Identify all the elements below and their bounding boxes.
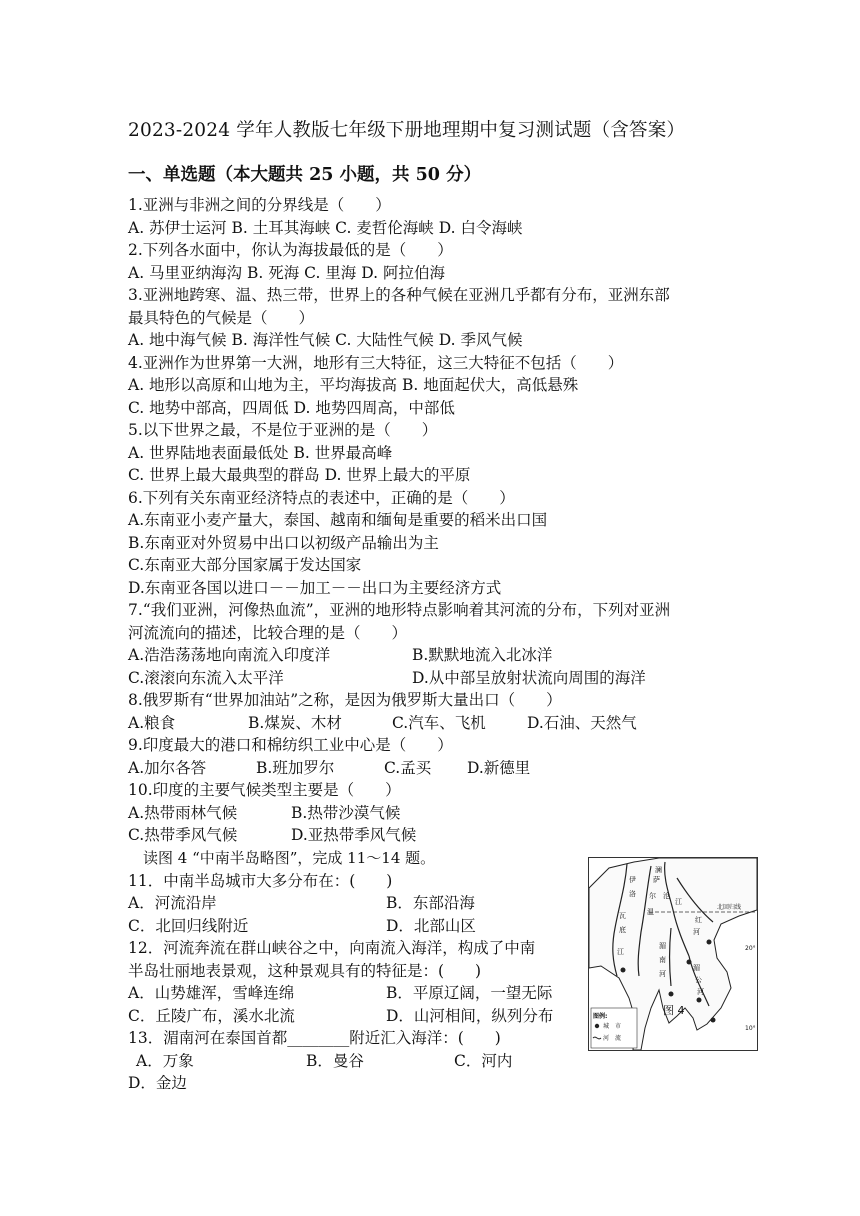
legend-city-icon [595,1024,599,1028]
question-4-options-2: C. 地势中部高，四周低 D. 地势四周高，中部低 [128,399,455,417]
question-8-option-d: D.石油、天然气 [527,714,637,732]
question-9-option-c: C.孟买 [384,759,432,777]
question-6-option-c: C.东南亚大部分国家属于发达国家 [128,556,362,574]
question-12-option-d: D．山河相间，纵列分布 [386,1007,554,1025]
question-9-option-b: B.班加罗尔 [256,759,335,777]
question-5-stem: 5.以下世界之最，不是位于亚洲的是（ ） [128,421,438,439]
menam-label-2: 南 [659,956,666,964]
question-5-options-2: C. 世界上最大最典型的群岛 D. 世界上最大的平原 [128,466,471,484]
indochina-map [589,858,757,1050]
question-9-stem: 9.印度最大的港口和棉纺织工业中心是（ ） [128,736,453,754]
city-marker [621,968,626,973]
tropic-label: 北回归线 [717,904,742,911]
map-question-intro: 读图 4 “中南半岛略图”，完成 11～14 题。 [143,849,436,867]
legend-city-label: 城 市 [603,1023,622,1030]
lancang-label-1: 澜 [655,866,662,874]
question-11-stem: 11．中南半岛城市大多分布在：( ) [128,872,393,890]
question-4-stem: 4.亚洲作为世界第一大洲，地形有三大特征，这三大特征不包括（ ） [128,354,624,372]
question-8-option-c: C.汽车、飞机 [392,714,486,732]
latitude-10-label: 10° [745,1025,756,1032]
city-marker [687,960,692,965]
question-12-option-c: C．丘陵广布，溪水北流 [128,1007,295,1025]
question-8-stem: 8.俄罗斯有“世界加油站”之称，是因为俄罗斯大量出口（ ） [128,691,562,709]
question-9-option-a: A.加尔各答 [128,759,207,777]
question-7-stem-2: 河流流向的描述，比较合理的是（ ） [128,624,408,642]
question-7-stem: 7.“我们亚洲，河像热血流”，亚洲的地形特点影响着其河流的分布，下列对亚洲 [128,601,671,619]
question-6-option-a: A.东南亚小麦产量大，泰国、越南和缅甸是重要的稻米出口国 [128,511,548,529]
question-1-stem: 1.亚洲与非洲之间的分界线是（ ） [128,196,391,214]
salween-label-3: 温 [647,908,654,916]
city-marker [711,1018,716,1023]
question-10-stem: 10.印度的主要气候类型主要是（ ） [128,781,401,799]
irrawaddy-label-4: 底 [619,926,626,934]
figure-label: 图 4 [663,1004,685,1017]
question-3-options: A. 地中海气候 B. 海洋性气候 C. 大陆性气候 D. 季风气候 [128,331,523,349]
question-7-option-c: C.滚滚向东流入太平洋 [128,669,284,687]
city-marker [707,940,712,945]
question-7-option-b: B.默默地流入北冰洋 [412,646,553,664]
legend-title: 图例: [593,1013,608,1020]
question-13-option-a: A．万象 [136,1052,194,1070]
indochina-map-figure [588,857,758,1051]
menam-label-1: 湄 [659,942,666,950]
page-title: 2023-2024 学年人教版七年级下册地理期中复习测试题（含答案） [128,120,686,141]
question-2-stem: 2.下列各水面中，你认为海拔最低的是（ ） [128,241,453,259]
question-12-stem-2: 半岛壮丽地表景观，这种景观具有的特征是：( ) [128,962,482,980]
question-7-option-d: D.从中部呈放射状流向周围的海洋 [412,669,646,687]
question-6-option-b: B.东南亚对外贸易中出口以初级产品输出为主 [128,534,439,552]
question-11-option-a: A．河流沿岸 [128,894,217,912]
lancang-label-2: 沧 [663,892,670,900]
question-9-option-d: D.新德里 [467,759,531,777]
question-11-option-c: C．北回归线附近 [128,917,249,935]
mekong-label-1: 湄 [693,964,700,972]
question-11-option-b: B．东部沿海 [386,894,475,912]
city-marker [669,992,674,997]
question-2-options: A. 马里亚纳海沟 B. 死海 C. 里海 D. 阿拉伯海 [128,264,445,282]
question-13-stem: 13．湄南河在泰国首都________附近汇入海洋：( ) [128,1029,501,1047]
question-13-option-c: C．河内 [454,1052,513,1070]
question-13-option-d: D．金边 [128,1074,187,1092]
mekong-label-2: 公 [695,976,702,984]
irrawaddy-label-5: 江 [617,948,624,956]
red-river-label-2: 河 [693,928,700,936]
latitude-20-label: 20° [745,945,756,952]
question-12-option-a: A．山势雄浑，雪峰连绵 [128,984,295,1002]
question-3-stem: 3.亚洲地跨寒、温、热三带，世界上的各种气候在亚洲几乎都有分布，亚洲东部 [128,286,670,304]
question-8-option-a: A.粮食 [128,714,176,732]
question-12-option-b: B．平原辽阔，一望无际 [386,984,553,1002]
question-10-option-a: A.热带雨林气候 [128,804,238,822]
menam-label-3: 河 [659,970,666,978]
irrawaddy-label-3: 瓦 [619,912,626,920]
section-heading: 一、单选题（本大题共 25 小题，共 50 分） [128,165,482,185]
question-6-stem: 6.下列有关东南亚经济特点的表述中，正确的是（ ） [128,489,515,507]
red-river-label-1: 红 [695,916,702,924]
mekong-label-3: 河 [697,988,704,996]
question-3-stem-2: 最具特色的气候是（ ） [128,309,315,327]
question-12-stem: 12．河流奔流在群山峡谷之中，向南流入海洋，构成了中南 [128,939,536,957]
lancang-label-3: 江 [675,898,682,906]
question-13-option-b: B．曼谷 [306,1052,364,1070]
question-10-option-d: D.亚热带季风气候 [291,826,417,844]
legend-river-label: 河 流 [603,1035,622,1042]
question-8-option-b: B.煤炭、木材 [248,714,342,732]
irrawaddy-label-2: 洛 [629,890,636,898]
irrawaddy-label-1: 伊 [629,876,636,884]
question-11-option-d: D．北部山区 [386,917,476,935]
salween-label-1: 萨 [653,876,660,884]
question-4-options: A. 地形以高原和山地为主，平均海拔高 B. 地面起伏大，高低悬殊 [128,376,579,394]
question-10-option-c: C.热带季风气候 [128,826,238,844]
city-marker [697,998,702,1003]
question-5-options: A. 世界陆地表面最低处 B. 世界最高峰 [128,444,393,462]
salween-label-2: 尔 [649,892,656,900]
question-7-option-a: A.浩浩荡荡地向南流入印度洋 [128,646,331,664]
question-6-option-d: D.东南亚各国以进口－－加工－－出口为主要经济方式 [128,579,502,597]
question-1-options: A. 苏伊士运河 B. 土耳其海峡 C. 麦哲伦海峡 D. 白令海峡 [128,219,523,237]
question-10-option-b: B.热带沙漠气候 [291,804,401,822]
